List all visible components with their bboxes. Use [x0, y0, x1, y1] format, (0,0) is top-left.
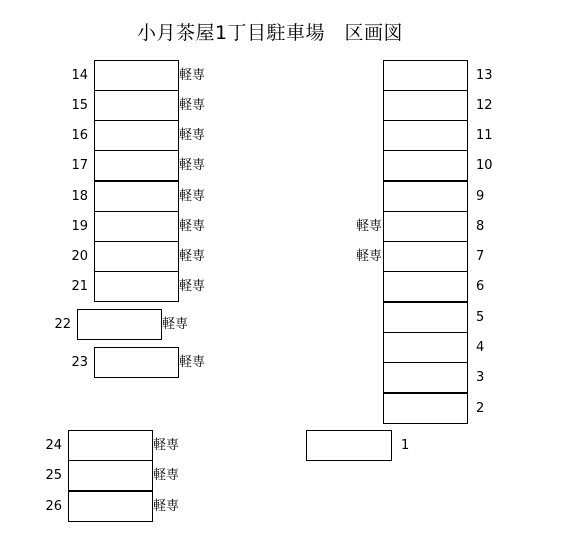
parking-space-2	[383, 393, 468, 424]
parking-space-17	[94, 150, 179, 181]
space-number: 23	[71, 354, 88, 370]
kei-only-label: 軽専	[153, 437, 180, 453]
space-number: 7	[476, 248, 485, 264]
kei-only-label: 軽専	[179, 218, 206, 234]
parking-space-24	[68, 430, 153, 461]
kei-only-label: 軽専	[356, 218, 383, 234]
page-title: 小月茶屋1丁目駐車場 区画図	[136, 22, 404, 44]
space-number: 2	[476, 400, 485, 416]
kei-only-label: 軽専	[179, 67, 206, 83]
space-number: 3	[476, 369, 485, 385]
kei-only-label: 軽専	[153, 498, 180, 514]
parking-space-21	[94, 271, 179, 302]
space-number: 9	[476, 188, 485, 204]
parking-space-9	[383, 181, 468, 212]
space-number: 20	[71, 248, 88, 264]
parking-space-25	[68, 460, 153, 491]
space-number: 8	[476, 218, 485, 234]
kei-only-label: 軽専	[179, 248, 206, 264]
space-number: 25	[45, 467, 62, 483]
kei-only-label: 軽専	[356, 248, 383, 264]
space-number: 26	[45, 498, 62, 514]
parking-space-16	[94, 120, 179, 151]
kei-only-label: 軽専	[179, 354, 206, 370]
parking-space-4	[383, 332, 468, 363]
kei-only-label: 軽専	[179, 278, 206, 294]
space-number: 18	[71, 188, 88, 204]
space-number: 5	[476, 309, 485, 325]
parking-space-7	[383, 241, 468, 272]
parking-space-5	[383, 302, 468, 333]
parking-space-23	[94, 347, 179, 378]
parking-space-20	[94, 241, 179, 272]
space-number: 21	[71, 278, 88, 294]
parking-space-14	[94, 60, 179, 91]
kei-only-label: 軽専	[179, 127, 206, 143]
space-number: 17	[71, 157, 88, 173]
space-number: 22	[54, 316, 71, 332]
space-number: 14	[71, 67, 88, 83]
kei-only-label: 軽専	[179, 97, 206, 113]
parking-space-18	[94, 181, 179, 212]
parking-space-26	[68, 491, 153, 522]
parking-space-6	[383, 271, 468, 302]
space-number: 4	[476, 339, 485, 355]
space-number: 16	[71, 127, 88, 143]
parking-space-15	[94, 90, 179, 121]
parking-space-3	[383, 362, 468, 393]
space-number: 10	[476, 157, 493, 173]
space-number: 11	[476, 127, 493, 143]
kei-only-label: 軽専	[162, 316, 189, 332]
parking-space-19	[94, 211, 179, 242]
parking-space-8	[383, 211, 468, 242]
kei-only-label: 軽専	[179, 157, 206, 173]
parking-space-13	[383, 60, 468, 91]
space-number: 15	[71, 97, 88, 113]
kei-only-label: 軽専	[153, 467, 180, 483]
space-number: 24	[45, 437, 62, 453]
parking-space-12	[383, 90, 468, 121]
space-number: 1	[401, 437, 410, 453]
space-number: 13	[476, 67, 493, 83]
parking-space-1	[306, 430, 392, 461]
space-number: 19	[71, 218, 88, 234]
parking-space-11	[383, 120, 468, 151]
kei-only-label: 軽専	[179, 188, 206, 204]
space-number: 6	[476, 278, 485, 294]
parking-space-22	[77, 309, 162, 340]
parking-space-10	[383, 150, 468, 181]
space-number: 12	[476, 97, 493, 113]
